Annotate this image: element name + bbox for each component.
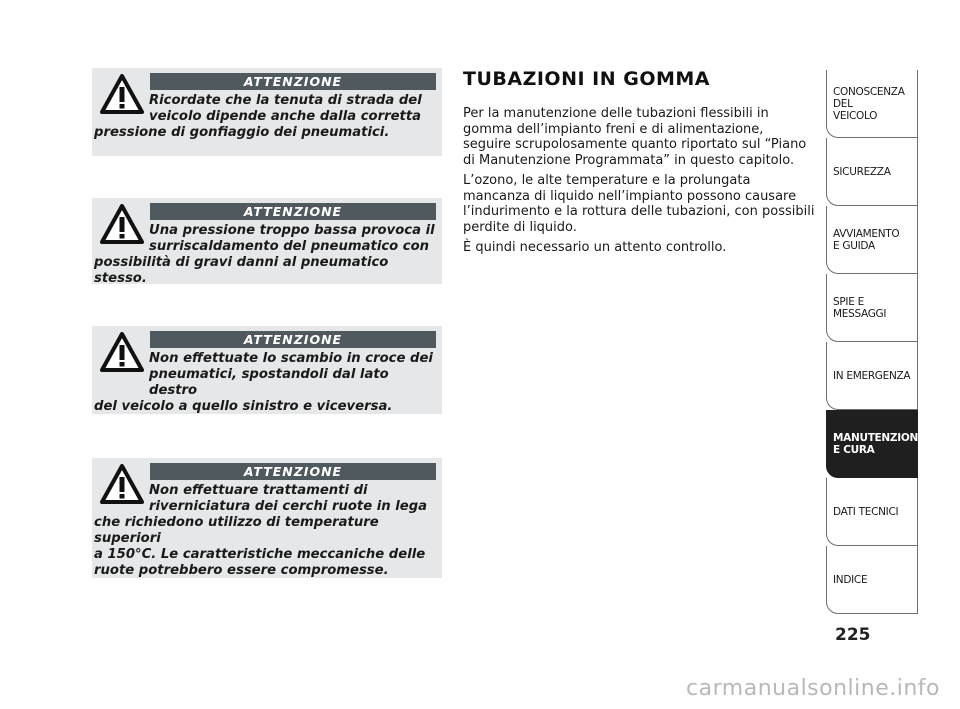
tab-label: INDICE xyxy=(833,573,868,586)
body-paragraph: Per la manutenzione delle tubazioni flessibili in gomma dell’impianto freni e di alimentazione, seguire scrupolosamente quanto riportato sul “Piano di Manutenzione Programmata” in questo capitolo. xyxy=(463,106,807,168)
section-body xyxy=(463,106,815,261)
watermark: carmanualsonline.info xyxy=(686,676,940,701)
page-number: 225 xyxy=(835,625,871,645)
tab-in-emergenza[interactable] xyxy=(826,342,918,410)
warning-box-4 xyxy=(92,458,442,578)
tab-avviamento-e-guida[interactable] xyxy=(826,206,918,274)
tab-dati-tecnici[interactable] xyxy=(826,478,918,546)
warning-box-1 xyxy=(92,68,442,156)
warning-box-2 xyxy=(92,198,442,284)
section-title: TUBAZIONI IN GOMMA xyxy=(463,68,711,90)
body-paragraph: L’ozono, le alte temperature e la prolungata mancanza di liquido nell’impianto possono causare l’indurimento e la rottura delle tubazioni, con possibili perdite di liquido. xyxy=(463,173,815,235)
warning-line: Ricordate che la tenuta di strada del xyxy=(149,93,422,108)
warning-line: pneumatici, spostandoli dal lato destro xyxy=(149,367,389,398)
chapter-tabs xyxy=(826,70,925,614)
warning-text xyxy=(92,223,436,287)
warning-header: ATTENZIONE xyxy=(150,73,436,90)
tab-manutenzione-e-cura[interactable] xyxy=(826,410,925,478)
tab-label: IN EMERGENZA xyxy=(833,369,911,382)
tab-sicurezza[interactable] xyxy=(826,138,918,206)
tab-label: AVVIAMENTO E GUIDA xyxy=(833,227,900,252)
warning-text xyxy=(92,483,436,579)
warning-line: del veicolo a quello sinistro e viceversa. xyxy=(94,399,393,414)
body-paragraph: È quindi necessario un attento controllo. xyxy=(463,240,727,255)
tab-label: MANUTENZIONE E CURA xyxy=(833,431,925,456)
warning-header: ATTENZIONE xyxy=(150,203,436,220)
warning-line: riverniciatura dei cerchi ruote in lega xyxy=(149,499,428,514)
warning-header: ATTENZIONE xyxy=(150,331,436,348)
warning-line: pressione di gonfiaggio dei pneumatici. xyxy=(94,125,390,140)
warning-line: Non effettuare trattamenti di xyxy=(149,483,368,498)
warning-line: Non effettuate lo scambio in croce dei xyxy=(149,351,433,366)
warning-text xyxy=(92,351,436,415)
tab-label: DATI TECNICI xyxy=(833,505,899,518)
warning-line: veicolo dipende anche dalla corretta xyxy=(149,109,422,124)
tab-label: CONOSCENZA DEL VEICOLO xyxy=(833,85,905,122)
warning-line: Una pressione troppo bassa provoca il xyxy=(149,223,435,238)
warning-line: che richiedono utilizzo di temperature superiori xyxy=(94,515,379,546)
tab-label: SICUREZZA xyxy=(833,165,891,178)
tab-indice[interactable] xyxy=(826,546,918,614)
tab-spie-e-messaggi[interactable] xyxy=(826,274,918,342)
tab-conoscenza-del-veicolo[interactable] xyxy=(826,70,918,138)
warning-line: possibilità di gravi danni al pneumatico stesso. xyxy=(94,255,389,286)
tab-label: SPIE E MESSAGGI xyxy=(833,295,887,320)
warning-header: ATTENZIONE xyxy=(150,463,436,480)
warning-box-3 xyxy=(92,326,442,414)
warning-text xyxy=(92,93,436,141)
warning-line: ruote potrebbero essere compromesse. xyxy=(94,563,389,578)
warning-line: a 150°C. Le caratteristiche meccaniche delle xyxy=(94,547,426,562)
warning-line: surriscaldamento del pneumatico con xyxy=(149,239,430,254)
